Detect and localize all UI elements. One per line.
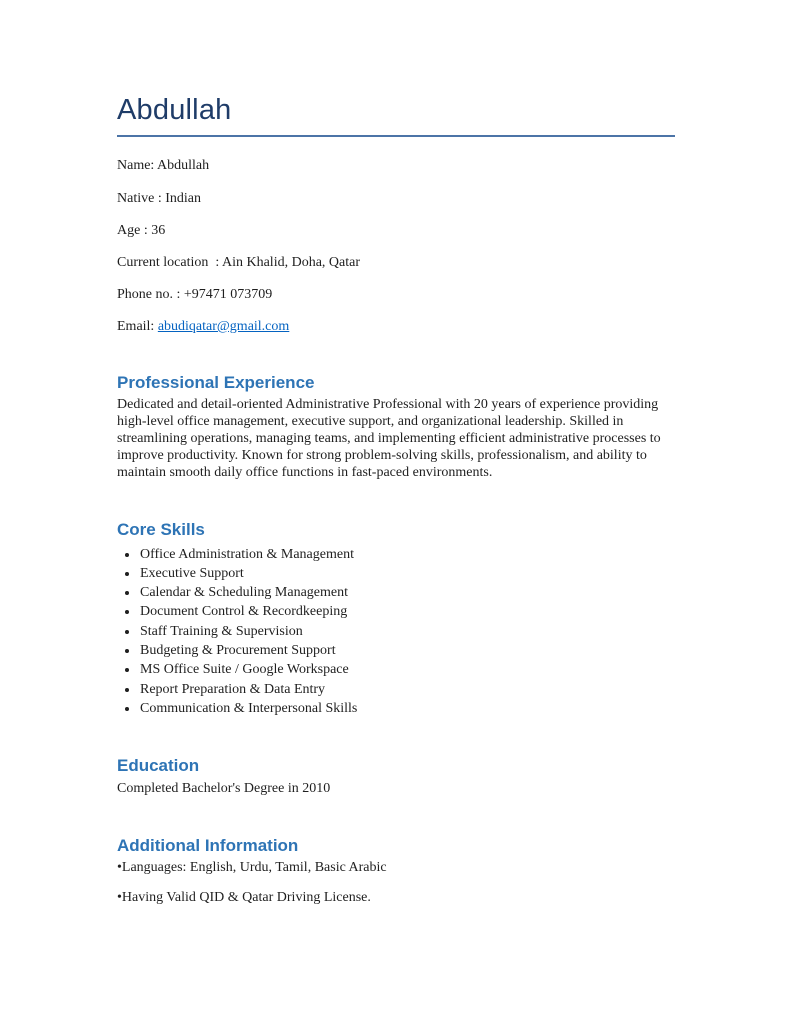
- email-link[interactable]: abudiqatar@gmail.com: [157, 318, 290, 334]
- personal-info-name: Name: Abdullah: [117, 158, 210, 174]
- skill-item: • Executive Support: [139, 564, 675, 583]
- core-skills-list: [117, 545, 675, 719]
- document-title: Abdullah: [117, 94, 675, 137]
- personal-info-email: [117, 319, 675, 335]
- additional-information-heading: Additional Information: [117, 835, 299, 855]
- skill-item: • Budgeting & Procurement Support: [139, 641, 675, 660]
- skill-item: • Communication & Interpersonal Skills: [139, 699, 675, 718]
- skill-item: • Document Control & Recordkeeping: [139, 602, 675, 621]
- core-skills-heading: Core Skills: [117, 520, 205, 540]
- education-detail: Completed Bachelor's Degree in 2010: [117, 780, 331, 796]
- section-additional-information: [117, 836, 675, 907]
- skill-item: • Report Preparation & Data Entry: [139, 680, 675, 699]
- section-professional-experience: [117, 373, 675, 482]
- section-education: [117, 756, 675, 797]
- skill-item: • Calendar & Scheduling Management: [139, 583, 675, 602]
- additional-info-item: •Having Valid QID & Qatar Driving License.: [117, 890, 371, 906]
- skill-item: • MS Office Suite / Google Workspace: [139, 660, 675, 679]
- professional-summary: Dedicated and detail-oriented Administrative Professional with 20 years of experience providing high-level office management, executive support, and organizational leadership. Skilled in streamlining operations, managing teams, and implementing efficient administrative processes to improve productivity. Known for strong problem-solving skills, professionalism, and ability to maintain smooth daily office functions in fast-paced environments.: [117, 397, 661, 481]
- personal-info-native: Native : Indian: [117, 190, 201, 206]
- section-core-skills: [117, 520, 675, 718]
- personal-info-block: [117, 158, 675, 335]
- email-label: Email:: [117, 318, 158, 334]
- skill-item: • Staff Training & Supervision: [139, 622, 675, 641]
- education-heading: Education: [117, 756, 200, 776]
- additional-info-item: •Languages: English, Urdu, Tamil, Basic Arabic: [117, 860, 387, 876]
- professional-experience-heading: Professional Experience: [117, 373, 315, 393]
- skill-item: • Office Administration & Management: [139, 545, 675, 564]
- personal-info-location: Current location : Ain Khalid, Doha, Qatar: [117, 254, 360, 270]
- additional-information-list: [117, 860, 675, 906]
- personal-info-age: Age : 36: [117, 222, 166, 238]
- personal-info-phone: Phone no. : +97471 073709: [117, 286, 273, 302]
